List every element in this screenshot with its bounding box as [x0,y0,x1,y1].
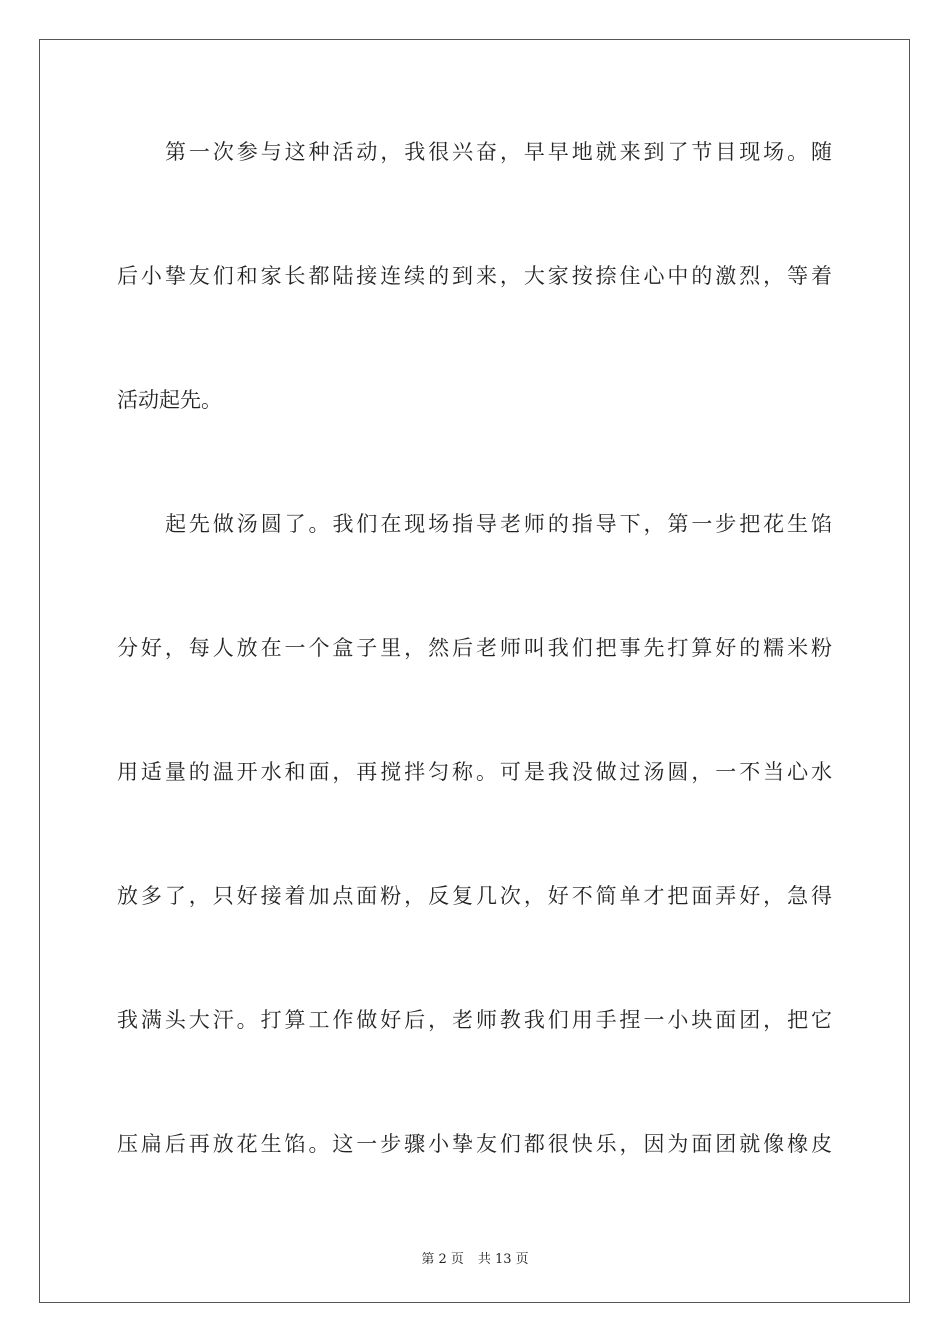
page-total: 共 13 页 [477,1252,529,1267]
page-border [39,39,910,1303]
paragraph-1-line-3: 活动起先。 [117,388,222,412]
paragraph-2-line-1: 起先做汤圆了。我们在现场指导老师的指导下，第一步把花生馅 [165,512,832,536]
paragraph-2-line-3: 用适量的温开水和面，再搅拌匀称。可是我没做过汤圆，一不当心水 [117,760,832,784]
page-number: 第 2 页 [421,1252,464,1267]
page-footer [0,1248,950,1267]
paragraph-2-line-2: 分好，每人放在一个盒子里，然后老师叫我们把事先打算好的糯米粉 [117,636,832,660]
paragraph-2-line-5: 我满头大汗。打算工作做好后，老师教我们用手捏一小块面团，把它 [117,1008,832,1032]
paragraph-2-line-6: 压扁后再放花生馅。这一步骤小挚友们都很快乐，因为面团就像橡皮 [117,1132,832,1156]
paragraph-1-line-2: 后小挚友们和家长都陆接连续的到来，大家按捺住心中的激烈，等着 [117,264,832,288]
paragraph-2-line-4: 放多了，只好接着加点面粉，反复几次，好不简单才把面弄好，急得 [117,884,832,908]
paragraph-1-line-1: 第一次参与这种活动，我很兴奋，早早地就来到了节目现场。随 [165,140,832,164]
